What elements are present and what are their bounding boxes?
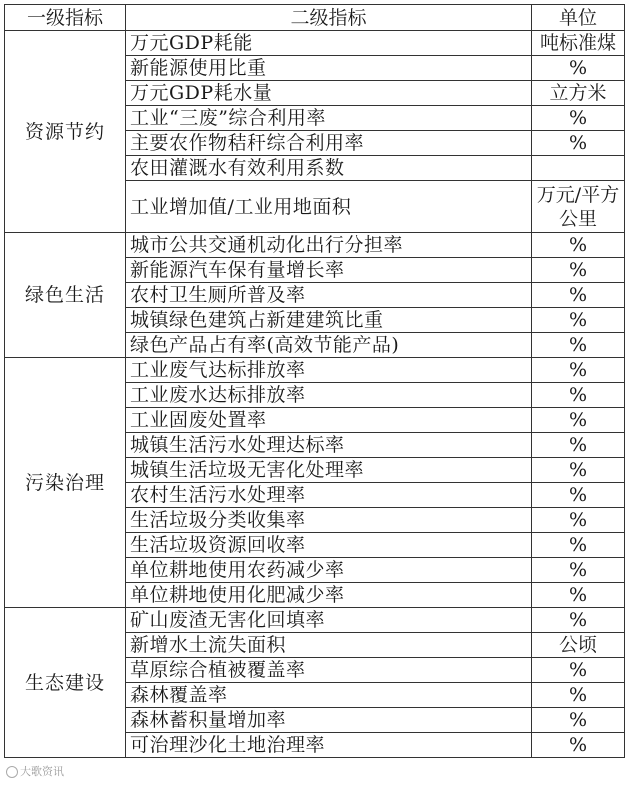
secondary-indicator-cell: 城镇生活污水处理达标率 [126, 433, 532, 458]
unit-cell [532, 156, 625, 181]
watermark-text: 大歌资讯 [20, 765, 64, 778]
secondary-indicator-cell: 工业废水达标排放率 [126, 383, 532, 408]
secondary-indicator-cell: 工业增加值/工业用地面积 [126, 181, 532, 233]
unit-cell: 立方米 [532, 81, 625, 106]
secondary-indicator-cell: 森林蓄积量增加率 [126, 708, 532, 733]
secondary-indicator-cell: 城市公共交通机动化出行分担率 [126, 233, 532, 258]
header-unit: 单位 [532, 5, 625, 31]
unit-cell: % [532, 483, 625, 508]
secondary-indicator-cell: 可治理沙化土地治理率 [126, 733, 532, 758]
primary-indicator-cell: 资源节约 [5, 31, 126, 233]
unit-cell: % [532, 283, 625, 308]
secondary-indicator-cell: 生活垃圾资源回收率 [126, 533, 532, 558]
unit-cell: % [532, 558, 625, 583]
secondary-indicator-cell: 生活垃圾分类收集率 [126, 508, 532, 533]
header-row [5, 5, 625, 31]
secondary-indicator-cell: 工业固废处置率 [126, 408, 532, 433]
secondary-indicator-cell: 城镇绿色建筑占新建建筑比重 [126, 308, 532, 333]
primary-indicator-cell: 污染治理 [5, 358, 126, 608]
secondary-indicator-cell: 万元GDP耗水量 [126, 81, 532, 106]
unit-cell: % [532, 708, 625, 733]
unit-cell: % [532, 106, 625, 131]
table-row [5, 31, 625, 56]
secondary-indicator-cell: 草原综合植被覆盖率 [126, 658, 532, 683]
unit-cell: 吨标准煤 [532, 31, 625, 56]
secondary-indicator-cell: 万元GDP耗能 [126, 31, 532, 56]
header-secondary-indicator: 二级指标 [126, 5, 532, 31]
secondary-indicator-cell: 森林覆盖率 [126, 683, 532, 708]
indicator-table [4, 4, 625, 758]
unit-cell: % [532, 233, 625, 258]
unit-cell: % [532, 358, 625, 383]
weibo-icon [6, 766, 18, 778]
secondary-indicator-cell: 新增水土流失面积 [126, 633, 532, 658]
unit-cell: % [532, 333, 625, 358]
secondary-indicator-cell: 绿色产品占有率(高效节能产品) [126, 333, 532, 358]
secondary-indicator-cell: 工业废气达标排放率 [126, 358, 532, 383]
unit-cell: 万元/平方公里 [532, 181, 625, 233]
secondary-indicator-cell: 新能源使用比重 [126, 56, 532, 81]
unit-cell: % [532, 533, 625, 558]
table-body [5, 31, 625, 758]
unit-cell: % [532, 383, 625, 408]
secondary-indicator-cell: 城镇生活垃圾无害化处理率 [126, 458, 532, 483]
secondary-indicator-cell: 新能源汽车保有量增长率 [126, 258, 532, 283]
table-row [5, 233, 625, 258]
unit-cell: % [532, 733, 625, 758]
unit-cell: % [532, 608, 625, 633]
secondary-indicator-cell: 农村卫生厕所普及率 [126, 283, 532, 308]
secondary-indicator-cell: 矿山废渣无害化回填率 [126, 608, 532, 633]
secondary-indicator-cell: 农田灌溉水有效利用系数 [126, 156, 532, 181]
unit-cell: % [532, 408, 625, 433]
unit-cell: 公顷 [532, 633, 625, 658]
unit-cell: % [532, 458, 625, 483]
unit-cell: % [532, 583, 625, 608]
unit-cell: % [532, 508, 625, 533]
secondary-indicator-cell: 主要农作物秸秆综合利用率 [126, 131, 532, 156]
primary-indicator-cell: 绿色生活 [5, 233, 126, 358]
unit-cell: % [532, 258, 625, 283]
secondary-indicator-cell: 工业“三废”综合利用率 [126, 106, 532, 131]
table-row [5, 608, 625, 633]
secondary-indicator-cell: 单位耕地使用农药减少率 [126, 558, 532, 583]
unit-cell: % [532, 658, 625, 683]
table-row [5, 358, 625, 383]
watermark [6, 763, 64, 779]
primary-indicator-cell: 生态建设 [5, 608, 126, 758]
unit-cell: % [532, 683, 625, 708]
header-primary-indicator: 一级指标 [5, 5, 126, 31]
secondary-indicator-cell: 农村生活污水处理率 [126, 483, 532, 508]
unit-cell: % [532, 56, 625, 81]
secondary-indicator-cell: 单位耕地使用化肥减少率 [126, 583, 532, 608]
unit-cell: % [532, 308, 625, 333]
unit-cell: % [532, 433, 625, 458]
unit-cell: % [532, 131, 625, 156]
